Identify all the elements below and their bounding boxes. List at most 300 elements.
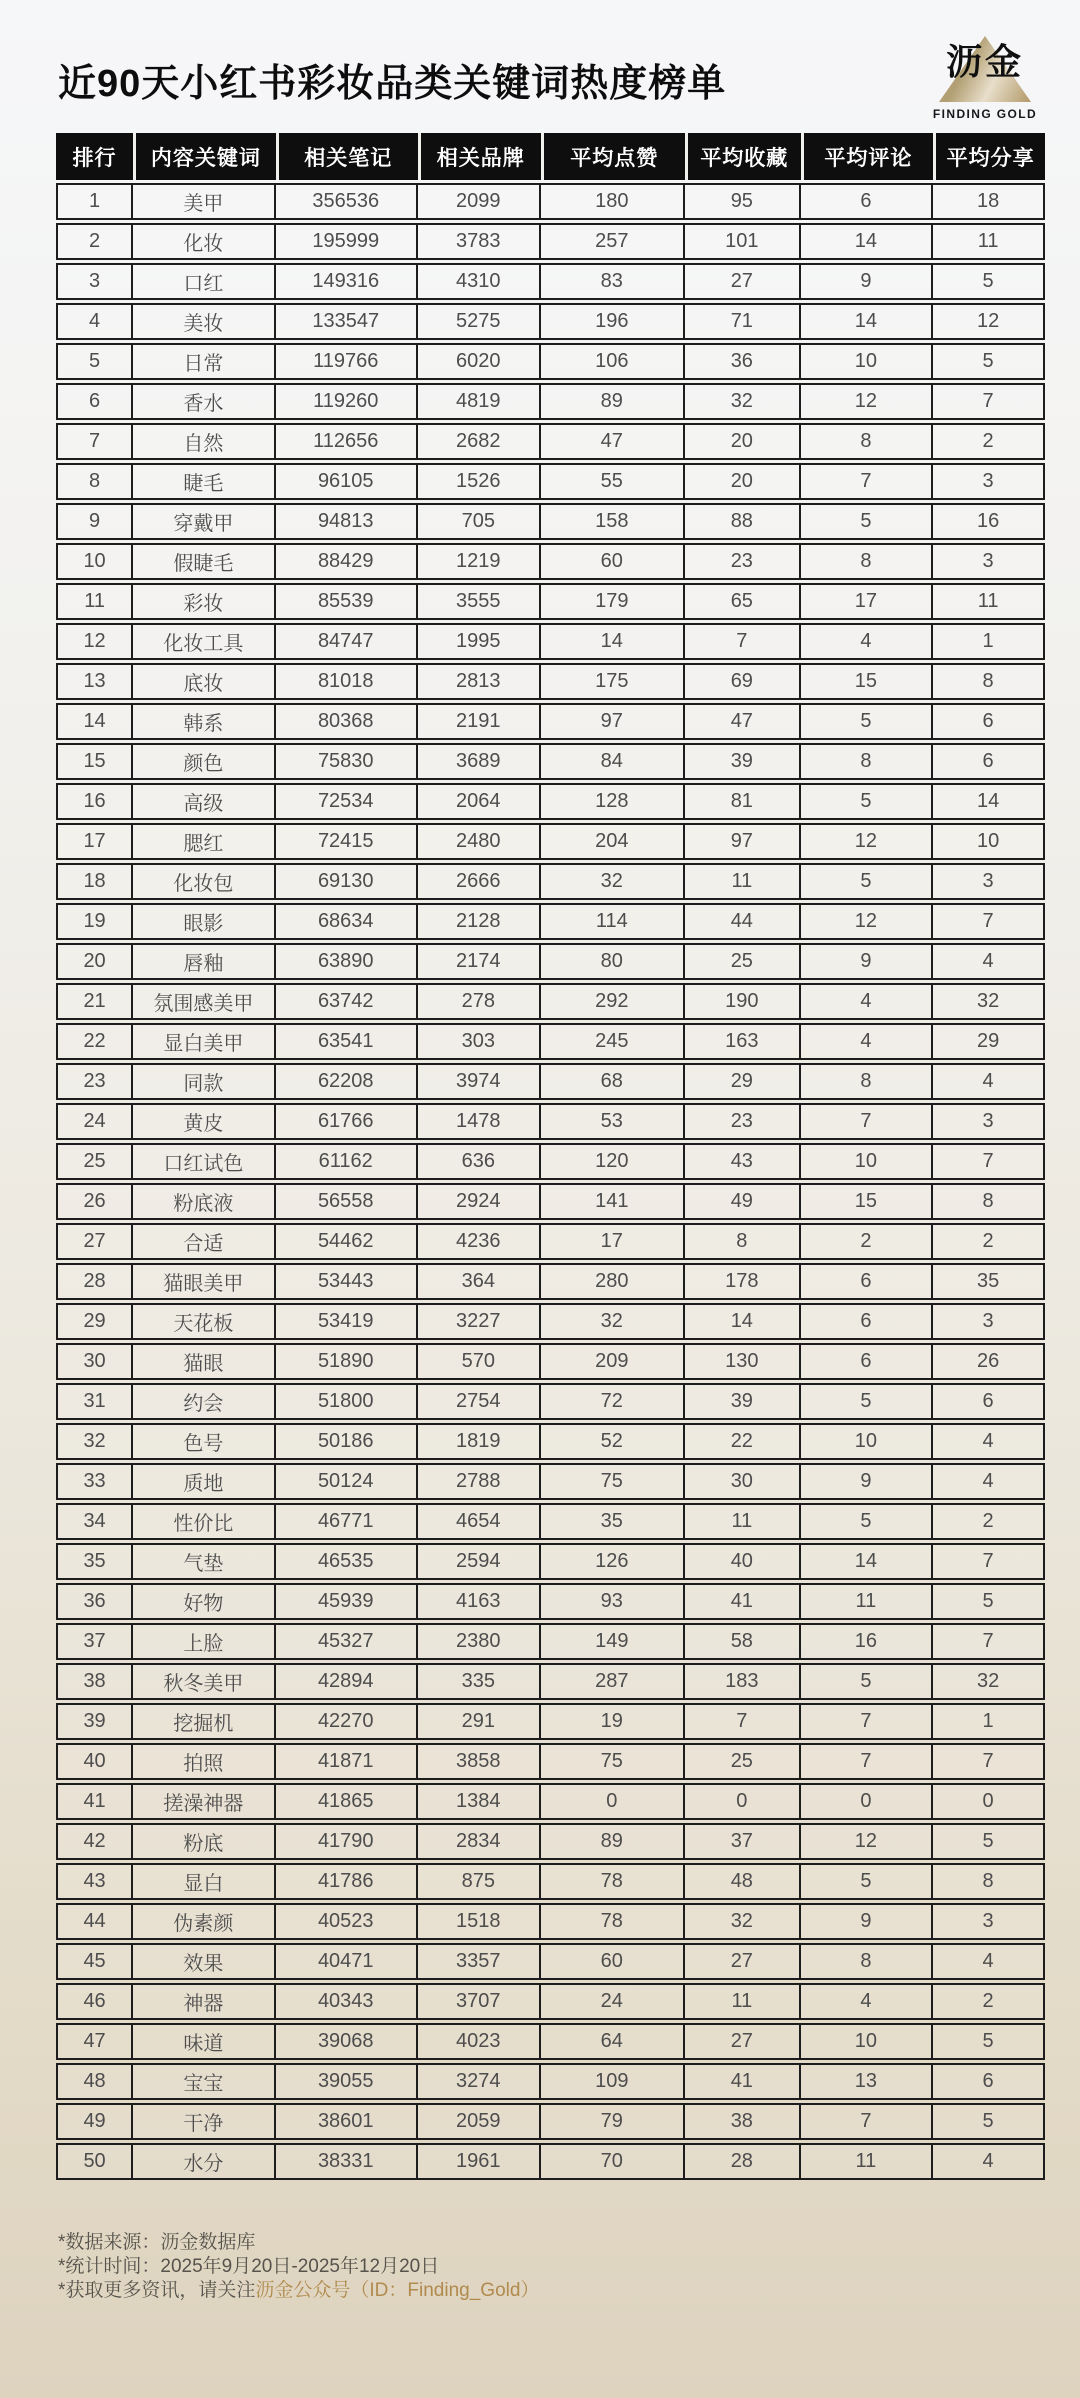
table-cell: 149 (541, 1623, 685, 1660)
table-cell: 85539 (276, 583, 418, 620)
table-cell: 38601 (276, 2103, 418, 2140)
table-cell: 韩系 (133, 703, 275, 740)
table-cell: 19 (56, 903, 133, 940)
table-cell: 64 (541, 2023, 685, 2060)
table-cell: 2813 (418, 663, 541, 700)
table-cell: 15 (56, 743, 133, 780)
table-cell: 14 (801, 1543, 934, 1580)
table-row (56, 1783, 1045, 1820)
table-cell: 97 (685, 823, 801, 860)
table-cell: 120 (541, 1143, 685, 1180)
table-cell: 4310 (418, 263, 541, 300)
table-cell: 22 (56, 1023, 133, 1060)
table-cell: 15 (801, 663, 934, 700)
table-cell: 112656 (276, 423, 418, 460)
table-cell: 68634 (276, 903, 418, 940)
header-bar (0, 0, 1080, 128)
table-cell: 42270 (276, 1703, 418, 1740)
table-cell: 84 (541, 743, 685, 780)
table-cell: 唇釉 (133, 943, 275, 980)
table-row (56, 943, 1045, 980)
table-cell: 63742 (276, 983, 418, 1020)
table-cell: 80 (541, 943, 685, 980)
table-cell: 显白美甲 (133, 1023, 275, 1060)
table-cell: 20 (685, 423, 801, 460)
table-cell: 28 (56, 1263, 133, 1300)
footnote-more (58, 2279, 1080, 2303)
table-row (56, 383, 1045, 420)
table-cell: 183 (685, 1663, 801, 1700)
table-cell: 180 (541, 183, 685, 220)
table-cell: 2174 (418, 943, 541, 980)
table-cell: 4 (801, 983, 934, 1020)
table-cell: 27 (685, 1943, 801, 1980)
table-cell: 46 (56, 1983, 133, 2020)
table-row (56, 1423, 1045, 1460)
table-cell: 109 (541, 2063, 685, 2100)
table-cell: 5 (801, 1503, 934, 1540)
table-cell: 5 (56, 343, 133, 380)
table-row (56, 1943, 1045, 1980)
table-cell: 美甲 (133, 183, 275, 220)
table-cell: 11 (801, 2143, 934, 2180)
table-cell: 10 (801, 2023, 934, 2060)
table-cell: 2064 (418, 783, 541, 820)
table-cell: 2 (801, 1223, 934, 1260)
logo-subtitle: FINDING GOLD (932, 107, 1038, 121)
table-cell: 195999 (276, 223, 418, 260)
table-cell: 47 (541, 423, 685, 460)
table-cell: 颜色 (133, 743, 275, 780)
table-cell: 2 (933, 1503, 1045, 1540)
table-cell: 89 (541, 1823, 685, 1860)
table-cell: 7 (933, 1623, 1045, 1660)
table-cell: 14 (541, 623, 685, 660)
table-cell: 好物 (133, 1583, 275, 1620)
table-row (56, 423, 1045, 460)
table-cell: 48 (56, 2063, 133, 2100)
table-cell: 12 (801, 823, 934, 860)
table-cell: 腮红 (133, 823, 275, 860)
table-cell: 3 (933, 463, 1045, 500)
table-cell: 口红试色 (133, 1143, 275, 1180)
table-row (56, 1143, 1045, 1180)
table-row (56, 2143, 1045, 2180)
table-cell: 3707 (418, 1983, 541, 2020)
table-header-row (56, 133, 1045, 180)
table-cell: 上脸 (133, 1623, 275, 1660)
table-cell: 32 (541, 863, 685, 900)
table-cell: 163 (685, 1023, 801, 1060)
table-cell: 4 (933, 1423, 1045, 1460)
table-cell: 63890 (276, 943, 418, 980)
table-cell: 7 (933, 1743, 1045, 1780)
table-cell: 日常 (133, 343, 275, 380)
table-cell: 133547 (276, 303, 418, 340)
table-cell: 47 (685, 703, 801, 740)
table-cell: 2682 (418, 423, 541, 460)
table-cell: 3783 (418, 223, 541, 260)
column-header: 平均点赞 (541, 133, 685, 180)
table-cell: 9 (801, 943, 934, 980)
table-cell: 53443 (276, 1263, 418, 1300)
table-cell: 34 (56, 1503, 133, 1540)
table-row (56, 1983, 1045, 2020)
table-row (56, 1823, 1045, 1860)
table-cell: 149316 (276, 263, 418, 300)
table-cell: 61162 (276, 1143, 418, 1180)
table-cell: 12 (801, 903, 934, 940)
table-cell: 10 (801, 343, 934, 380)
table-cell: 神器 (133, 1983, 275, 2020)
table-cell: 49 (685, 1183, 801, 1220)
table-cell: 3357 (418, 1943, 541, 1980)
table-cell: 2128 (418, 903, 541, 940)
table-cell: 61766 (276, 1103, 418, 1140)
table-cell: 口红 (133, 263, 275, 300)
table-cell: 2 (933, 1223, 1045, 1260)
table-cell: 49 (56, 2103, 133, 2140)
table-cell: 2 (56, 223, 133, 260)
table-cell: 11 (685, 1983, 801, 2020)
table-cell: 3555 (418, 583, 541, 620)
table-cell: 45 (56, 1943, 133, 1980)
table-cell: 75 (541, 1463, 685, 1500)
table-cell: 8 (801, 543, 934, 580)
table-cell: 6 (801, 1263, 934, 1300)
table-cell: 23 (56, 1063, 133, 1100)
table-cell: 秋冬美甲 (133, 1663, 275, 1700)
table-cell: 效果 (133, 1943, 275, 1980)
column-header: 平均收藏 (685, 133, 801, 180)
table-cell: 3227 (418, 1303, 541, 1340)
table-cell: 4 (801, 1023, 934, 1060)
table-cell: 7 (933, 1143, 1045, 1180)
table-cell: 6 (56, 383, 133, 420)
table-cell: 假睫毛 (133, 543, 275, 580)
table-cell: 粉底液 (133, 1183, 275, 1220)
table-cell: 5 (933, 2023, 1045, 2060)
table-row (56, 263, 1045, 300)
table-cell: 2788 (418, 1463, 541, 1500)
table-cell: 16 (933, 503, 1045, 540)
table-cell: 8 (801, 1943, 934, 1980)
table-cell: 27 (685, 2023, 801, 2060)
table-cell: 1995 (418, 623, 541, 660)
table-cell: 2480 (418, 823, 541, 860)
table-cell: 29 (56, 1303, 133, 1340)
table-cell: 245 (541, 1023, 685, 1060)
wechat-account-link: 沥金公众号（ID：Finding_Gold） (255, 2280, 540, 2301)
table-cell: 10 (56, 543, 133, 580)
table-cell: 化妆工具 (133, 623, 275, 660)
table-cell: 23 (685, 543, 801, 580)
table-cell: 11 (933, 583, 1045, 620)
table-cell: 40 (56, 1743, 133, 1780)
table-cell: 3 (933, 543, 1045, 580)
table-cell: 58 (685, 1623, 801, 1660)
table-cell: 3974 (418, 1063, 541, 1100)
table-row (56, 1343, 1045, 1380)
table-cell: 47 (56, 2023, 133, 2060)
table-cell: 32 (933, 1663, 1045, 1700)
table-cell: 44 (56, 1903, 133, 1940)
table-cell: 1478 (418, 1103, 541, 1140)
table-cell: 50 (56, 2143, 133, 2180)
table-cell: 猫眼 (133, 1343, 275, 1380)
table-cell: 5 (933, 1823, 1045, 1860)
table-cell: 126 (541, 1543, 685, 1580)
table-cell: 13 (801, 2063, 934, 2100)
footnote-source: *数据来源：沥金数据库 (58, 2232, 256, 2253)
table-cell: 色号 (133, 1423, 275, 1460)
table-cell: 3 (56, 263, 133, 300)
table-cell: 同款 (133, 1063, 275, 1100)
table-cell: 46535 (276, 1543, 418, 1580)
table-cell: 25 (56, 1143, 133, 1180)
ranking-table-body (56, 183, 1045, 2180)
table-row (56, 743, 1045, 780)
table-cell: 875 (418, 1863, 541, 1900)
table-cell: 高级 (133, 783, 275, 820)
table-cell: 味道 (133, 2023, 275, 2060)
table-cell: 37 (56, 1623, 133, 1660)
table-cell: 6 (933, 1383, 1045, 1420)
table-cell: 119260 (276, 383, 418, 420)
table-cell: 水分 (133, 2143, 275, 2180)
table-cell: 14 (933, 783, 1045, 820)
table-cell: 96105 (276, 463, 418, 500)
table-row (56, 2023, 1045, 2060)
table-row (56, 223, 1045, 260)
table-cell: 158 (541, 503, 685, 540)
table-cell: 88429 (276, 543, 418, 580)
table-cell: 24 (541, 1983, 685, 2020)
table-cell: 7 (801, 1703, 934, 1740)
table-cell: 4236 (418, 1223, 541, 1260)
table-cell: 9 (801, 263, 934, 300)
table-cell: 4023 (418, 2023, 541, 2060)
table-row (56, 303, 1045, 340)
table-cell: 287 (541, 1663, 685, 1700)
table-cell: 25 (685, 943, 801, 980)
table-cell: 3689 (418, 743, 541, 780)
table-cell: 30 (56, 1343, 133, 1380)
table-cell: 7 (801, 2103, 934, 2140)
table-cell: 5 (801, 703, 934, 740)
table-row (56, 503, 1045, 540)
table-cell: 48 (685, 1863, 801, 1900)
table-cell: 4163 (418, 1583, 541, 1620)
table-cell: 78 (541, 1863, 685, 1900)
table-cell: 1 (933, 623, 1045, 660)
table-cell: 101 (685, 223, 801, 260)
table-cell: 43 (56, 1863, 133, 1900)
table-cell: 9 (801, 1463, 934, 1500)
table-cell: 底妆 (133, 663, 275, 700)
table-cell: 43 (685, 1143, 801, 1180)
table-cell: 伪素颜 (133, 1903, 275, 1940)
table-cell: 39 (56, 1703, 133, 1740)
table-cell: 5 (933, 263, 1045, 300)
table-row (56, 703, 1045, 740)
table-cell: 97 (541, 703, 685, 740)
table-cell: 12 (801, 1823, 934, 1860)
table-cell: 14 (56, 703, 133, 740)
table-cell: 25 (685, 1743, 801, 1780)
column-header: 排行 (56, 133, 133, 180)
table-cell: 40523 (276, 1903, 418, 1940)
table-cell: 穿戴甲 (133, 503, 275, 540)
table-cell: 显白 (133, 1863, 275, 1900)
table-cell: 81 (685, 783, 801, 820)
column-header: 内容关键词 (133, 133, 275, 180)
table-cell: 35 (541, 1503, 685, 1540)
table-row (56, 343, 1045, 380)
table-cell: 14 (801, 303, 934, 340)
table-cell: 45939 (276, 1583, 418, 1620)
table-cell: 570 (418, 1343, 541, 1380)
table-cell: 7 (933, 383, 1045, 420)
table-cell: 2380 (418, 1623, 541, 1660)
table-cell: 50186 (276, 1423, 418, 1460)
table-cell: 10 (801, 1143, 934, 1180)
table-cell: 3274 (418, 2063, 541, 2100)
table-cell: 39 (685, 743, 801, 780)
table-cell: 17 (56, 823, 133, 860)
table-cell: 196 (541, 303, 685, 340)
table-cell: 眼影 (133, 903, 275, 940)
footnote-period: *统计时间：2025年9月20日-2025年12月20日 (58, 2256, 440, 2277)
table-cell: 32 (685, 1903, 801, 1940)
table-cell: 6 (801, 1303, 934, 1340)
table-cell: 2059 (418, 2103, 541, 2140)
table-cell: 气垫 (133, 1543, 275, 1580)
table-cell: 美妆 (133, 303, 275, 340)
table-cell: 4 (933, 1463, 1045, 1500)
table-cell: 42 (56, 1823, 133, 1860)
table-cell: 21 (56, 983, 133, 1020)
table-row (56, 2103, 1045, 2140)
table-row (56, 463, 1045, 500)
table-cell: 11 (801, 1583, 934, 1620)
table-row (56, 1503, 1045, 1540)
table-cell: 40 (685, 1543, 801, 1580)
table-row (56, 1623, 1045, 1660)
table-cell: 1526 (418, 463, 541, 500)
table-cell: 3 (933, 1103, 1045, 1140)
table-row (56, 1383, 1045, 1420)
table-cell: 2099 (418, 183, 541, 220)
table-row (56, 1543, 1045, 1580)
table-cell: 5 (933, 1583, 1045, 1620)
table-row (56, 983, 1045, 1020)
table-cell: 257 (541, 223, 685, 260)
table-cell: 粉底 (133, 1823, 275, 1860)
table-cell: 彩妆 (133, 583, 275, 620)
table-row (56, 903, 1045, 940)
table-cell: 0 (933, 1783, 1045, 1820)
table-cell: 83 (541, 263, 685, 300)
table-cell: 2754 (418, 1383, 541, 1420)
table-cell: 18 (56, 863, 133, 900)
column-header: 相关笔记 (276, 133, 418, 180)
table-cell: 10 (801, 1423, 934, 1460)
table-cell: 38 (685, 2103, 801, 2140)
table-cell: 2191 (418, 703, 541, 740)
table-row (56, 183, 1045, 220)
table-row (56, 1103, 1045, 1140)
table-cell: 30 (685, 1463, 801, 1500)
table-cell: 33 (56, 1463, 133, 1500)
table-cell: 41 (685, 1583, 801, 1620)
table-cell: 38331 (276, 2143, 418, 2180)
table-cell: 45327 (276, 1623, 418, 1660)
table-cell: 0 (801, 1783, 934, 1820)
table-cell: 7 (685, 623, 801, 660)
table-row (56, 1223, 1045, 1260)
keyword-ranking-table (56, 130, 1045, 2183)
table-cell: 13 (56, 663, 133, 700)
table-cell: 猫眼美甲 (133, 1263, 275, 1300)
table-cell: 356536 (276, 183, 418, 220)
table-cell: 6 (801, 183, 934, 220)
table-cell: 292 (541, 983, 685, 1020)
table-cell: 41865 (276, 1783, 418, 1820)
table-cell: 12 (56, 623, 133, 660)
column-header: 相关品牌 (418, 133, 541, 180)
table-cell: 38 (56, 1663, 133, 1700)
table-cell: 95 (685, 183, 801, 220)
table-cell: 72 (541, 1383, 685, 1420)
table-cell: 2594 (418, 1543, 541, 1580)
table-cell: 3 (933, 1303, 1045, 1340)
table-cell: 2 (933, 1983, 1045, 2020)
table-cell: 24 (56, 1103, 133, 1140)
table-cell: 65 (685, 583, 801, 620)
table-cell: 364 (418, 1263, 541, 1300)
table-cell: 6020 (418, 343, 541, 380)
table-cell: 3 (933, 863, 1045, 900)
table-cell: 2 (933, 423, 1045, 460)
table-cell: 32 (933, 983, 1045, 1020)
table-cell: 5 (933, 2103, 1045, 2140)
table-cell: 291 (418, 1703, 541, 1740)
table-cell: 5 (801, 1383, 934, 1420)
table-cell: 69 (685, 663, 801, 700)
table-cell: 44 (685, 903, 801, 940)
table-cell: 11 (685, 863, 801, 900)
table-row (56, 1583, 1045, 1620)
table-cell: 7 (933, 903, 1045, 940)
table-cell: 71 (685, 303, 801, 340)
table-cell: 72415 (276, 823, 418, 860)
table-cell: 23 (685, 1103, 801, 1140)
table-cell: 16 (801, 1623, 934, 1660)
table-cell: 88 (685, 503, 801, 540)
table-cell: 氛围感美甲 (133, 983, 275, 1020)
table-cell: 4 (933, 1943, 1045, 1980)
table-row (56, 1863, 1045, 1900)
table-cell: 20 (685, 463, 801, 500)
table-cell: 29 (685, 1063, 801, 1100)
table-cell: 6 (801, 1343, 934, 1380)
table-cell: 42894 (276, 1663, 418, 1700)
table-cell: 5 (801, 503, 934, 540)
table-cell: 303 (418, 1023, 541, 1060)
table-cell: 60 (541, 1943, 685, 1980)
table-cell: 39068 (276, 2023, 418, 2060)
